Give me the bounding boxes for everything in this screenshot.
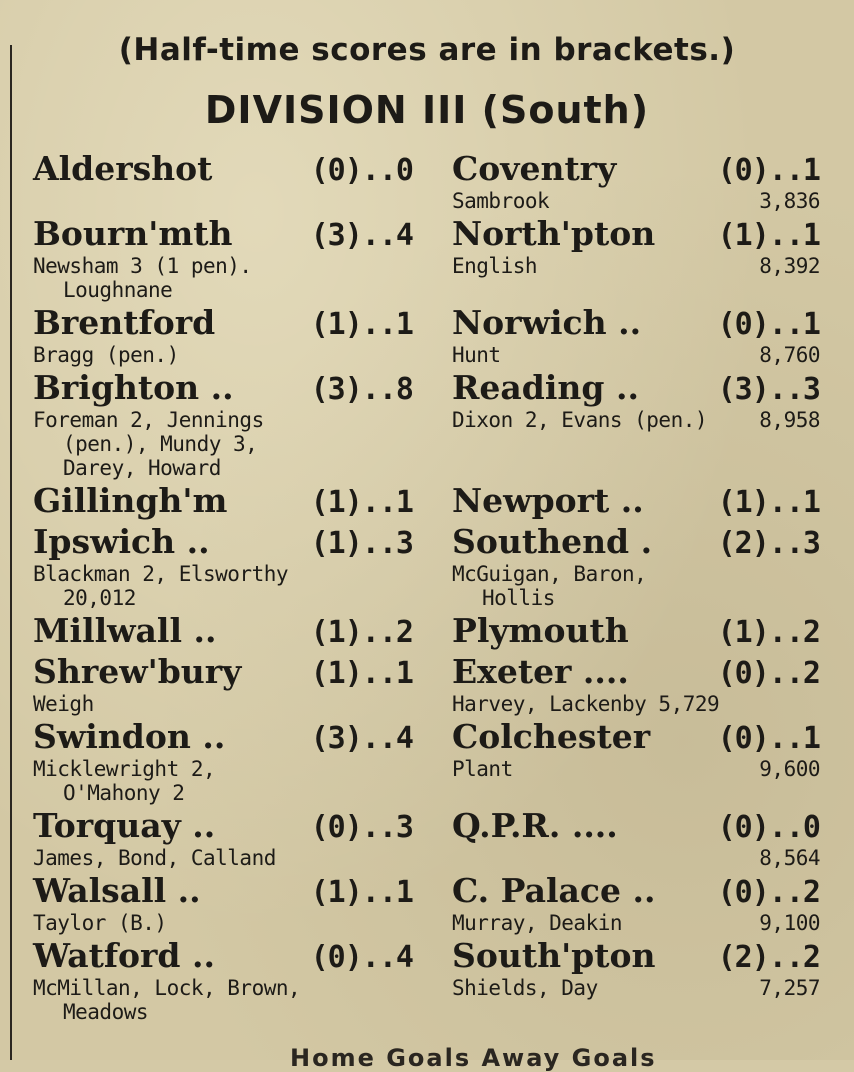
spacer <box>452 781 820 805</box>
home-score: (0)..0 <box>310 153 413 188</box>
fixture-away <box>452 937 820 1024</box>
away-score: (2)..2 <box>717 940 820 975</box>
scorers-text: O'Mahony 2 <box>63 781 185 805</box>
team-line <box>452 304 820 343</box>
fixture-away <box>452 523 820 610</box>
home-team-name: Swindon .. <box>33 717 226 756</box>
away-team-name: Plymouth <box>452 611 629 650</box>
fixture-home <box>33 653 413 716</box>
scorers-text: Bragg (pen.) <box>33 343 179 367</box>
fixture-away <box>452 872 820 935</box>
home-team-name: Walsall .. <box>33 871 201 910</box>
scorers-row <box>452 911 820 935</box>
home-team-name: Gillingh'm <box>33 481 228 520</box>
away-score: (3)..3 <box>717 372 820 407</box>
scorers-text: Hunt <box>452 343 501 367</box>
home-score: (1)..1 <box>310 307 413 342</box>
scorers-text: Harvey, Lackenby 5,729 <box>452 692 720 716</box>
home-score: (0)..4 <box>310 940 413 975</box>
away-team-name: Norwich .. <box>452 303 642 342</box>
home-score: (1)..2 <box>310 615 413 650</box>
away-team-name: Reading .. <box>452 368 639 407</box>
home-score: (0)..3 <box>310 810 413 845</box>
scorers-text: Meadows <box>63 1000 149 1024</box>
spacer <box>452 278 820 302</box>
team-line <box>452 215 820 254</box>
away-results-column <box>452 150 820 1026</box>
fixture-away <box>452 718 820 805</box>
home-score: (3)..8 <box>310 372 413 407</box>
scorers-row <box>452 408 820 432</box>
spacer <box>452 432 820 456</box>
scorers-row <box>452 189 820 213</box>
home-score: (3)..4 <box>310 218 413 253</box>
scorers-text: Foreman 2, Jennings <box>33 408 264 432</box>
team-line <box>33 807 413 846</box>
team-line <box>452 937 820 976</box>
scorers-text: 20,012 <box>63 586 136 610</box>
team-line <box>33 369 413 408</box>
fixture-away <box>452 807 820 870</box>
scorers-text: Dixon 2, Evans (pen.) <box>452 408 708 432</box>
home-score: (1)..1 <box>310 485 413 520</box>
scorers-text: Newsham 3 (1 pen). <box>33 254 252 278</box>
team-line <box>452 612 820 651</box>
team-line <box>33 482 413 521</box>
scorers-text: (pen.), Mundy 3, <box>63 432 258 456</box>
scorers-text: English <box>452 254 538 278</box>
fixture-away <box>452 304 820 367</box>
team-line <box>452 718 820 757</box>
fixture-home <box>33 872 413 935</box>
half-time-note: (Half-time scores are in brackets.) <box>118 32 736 68</box>
home-team-name: Shrew'bury <box>33 652 242 691</box>
away-score: (1)..1 <box>717 485 820 520</box>
away-score: (0)..0 <box>717 810 820 845</box>
fixture-away <box>452 369 820 480</box>
column-rule <box>10 45 12 1060</box>
away-score: (1)..1 <box>717 218 820 253</box>
away-score: (0)..1 <box>717 721 820 756</box>
away-team-name: Colchester <box>452 717 651 756</box>
fixture-home <box>33 523 413 610</box>
away-team-name: Newport .. <box>452 481 644 520</box>
away-score: (0)..2 <box>717 656 820 691</box>
home-score: (1)..1 <box>310 656 413 691</box>
scorers-row <box>452 976 820 1000</box>
team-line <box>33 215 413 254</box>
team-line <box>33 653 413 692</box>
scorers-text: Shields, Day <box>452 976 598 1000</box>
scorers-text: James, Bond, Calland <box>33 846 276 870</box>
fixture-away <box>452 612 820 651</box>
away-team-name: South'pton <box>452 936 656 975</box>
away-score: (2)..3 <box>717 526 820 561</box>
spacer <box>452 456 820 480</box>
fixture-away <box>452 653 820 716</box>
home-team-name: Bourn'mth <box>33 214 233 253</box>
scorers-text: Taylor (B.) <box>33 911 167 935</box>
team-line <box>452 872 820 911</box>
spacer <box>33 189 413 213</box>
away-team-name: North'pton <box>452 214 656 253</box>
away-score: (1)..2 <box>717 615 820 650</box>
home-team-name: Aldershot <box>33 149 213 188</box>
fixture-home <box>33 807 413 870</box>
fixture-home <box>33 150 413 213</box>
team-line <box>33 872 413 911</box>
fixture-home <box>33 482 413 521</box>
home-team-name: Torquay .. <box>33 806 216 845</box>
team-line <box>452 482 820 521</box>
home-score: (1)..3 <box>310 526 413 561</box>
home-team-name: Brighton .. <box>33 368 234 407</box>
home-score: (3)..4 <box>310 721 413 756</box>
division-heading: DIVISION III (South) <box>204 88 650 132</box>
fixture-home <box>33 718 413 805</box>
away-team-name: Exeter .... <box>452 652 629 691</box>
scorers-text: Darey, Howard <box>63 456 221 480</box>
fixture-away <box>452 150 820 213</box>
scorers-text: Micklewright 2, <box>33 757 216 781</box>
scorers-row <box>452 254 820 278</box>
fixture-home <box>33 937 413 1024</box>
team-line <box>452 369 820 408</box>
attendance: 3,836 <box>759 189 820 213</box>
away-team-name: Q.P.R. .... <box>452 806 618 845</box>
team-line <box>452 653 820 692</box>
away-score: (0)..2 <box>717 875 820 910</box>
attendance: 8,392 <box>759 254 820 278</box>
home-team-name: Watford .. <box>33 936 215 975</box>
scorers-text: Blackman 2, Elsworthy <box>33 562 289 586</box>
team-line <box>33 718 413 757</box>
scorers-text: McMillan, Lock, Brown, <box>33 976 301 1000</box>
fixture-home <box>33 369 413 480</box>
scorers-text: Hollis <box>482 586 555 610</box>
team-line <box>452 150 820 189</box>
home-score: (1)..1 <box>310 875 413 910</box>
attendance: 9,100 <box>759 911 820 935</box>
scorers-text: McGuigan, Baron, <box>452 562 647 586</box>
attendance: 7,257 <box>759 976 820 1000</box>
fixture-home <box>33 304 413 367</box>
footer-cutoff-text: Home Goals Away Goals <box>290 1044 657 1072</box>
scorers-row <box>452 757 820 781</box>
fixture-home <box>33 215 413 302</box>
team-line <box>33 937 413 976</box>
team-line <box>33 304 413 343</box>
team-line <box>452 807 820 846</box>
away-team-name: Coventry <box>452 149 617 188</box>
spacer <box>452 1000 820 1024</box>
scorers-text: Weigh <box>33 692 94 716</box>
scorers-text: Murray, Deakin <box>452 911 623 935</box>
away-score: (0)..1 <box>717 153 820 188</box>
away-team-name: Southend . <box>452 522 653 561</box>
team-line <box>452 523 820 562</box>
home-team-name: Brentford <box>33 303 216 342</box>
team-line <box>33 150 413 189</box>
scorers-text: Plant <box>452 757 513 781</box>
scorers-text: Sambrook <box>452 189 550 213</box>
team-line <box>33 523 413 562</box>
attendance: 8,760 <box>759 343 820 367</box>
home-team-name: Millwall .. <box>33 611 217 650</box>
fixture-away <box>452 482 820 521</box>
attendance: 9,600 <box>759 757 820 781</box>
away-team-name: C. Palace .. <box>452 871 656 910</box>
scorers-row <box>452 343 820 367</box>
home-results-column <box>33 150 413 1026</box>
attendance: 8,564 <box>759 846 820 870</box>
scorers-text: Loughnane <box>63 278 173 302</box>
fixture-away <box>452 215 820 302</box>
attendance: 8,958 <box>759 408 820 432</box>
home-team-name: Ipswich .. <box>33 522 210 561</box>
away-score: (0)..1 <box>717 307 820 342</box>
team-line <box>33 612 413 651</box>
fixture-home <box>33 612 413 651</box>
